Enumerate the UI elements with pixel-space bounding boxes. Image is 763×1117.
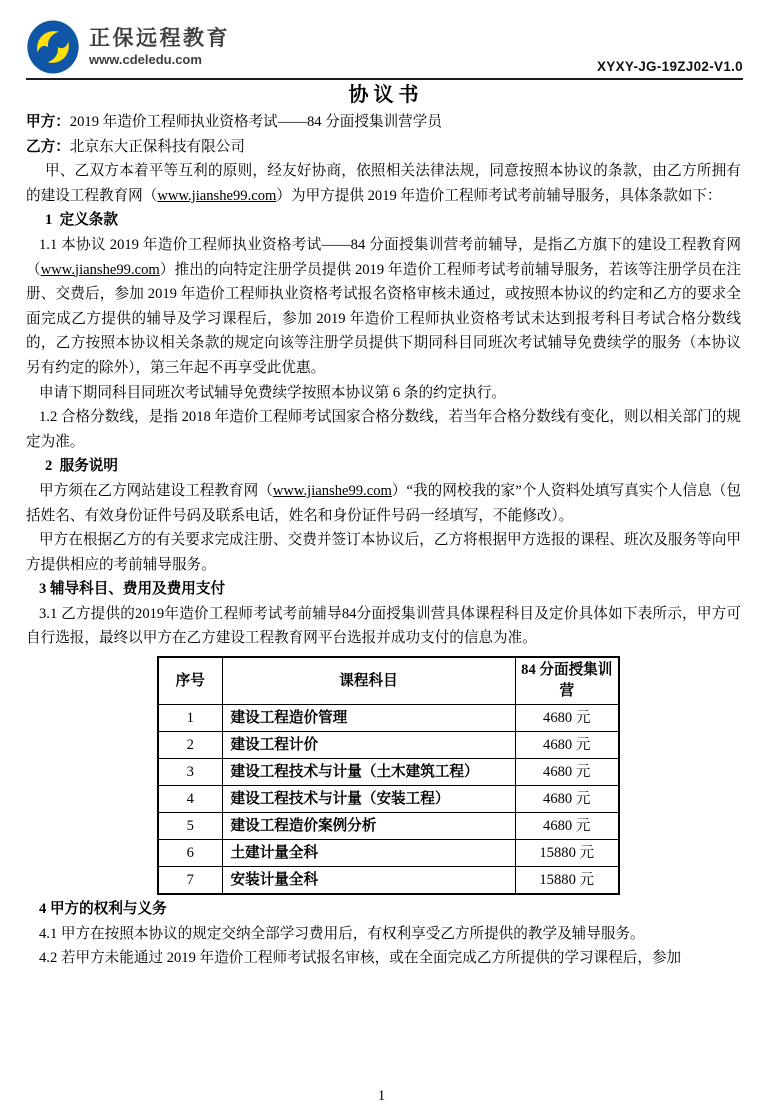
row-no: 4: [158, 786, 222, 813]
jianshe99-link[interactable]: www.jianshe99.com: [40, 261, 160, 278]
brand-logo: [26, 19, 230, 75]
agreement-body: [0, 80, 763, 971]
clause-3-1: 3.1 乙方提供的2019年造价工程师考试考前辅导84分面授集训营具体课程科目及定价具体如下表所示，甲方可自行选报，最终以甲方在乙方建设工程教育网平台选报并成功支付的信息为准。: [26, 605, 741, 647]
table-header-row: [158, 657, 619, 705]
party-a-label: 甲方：: [26, 114, 70, 130]
row-price: 4680 元: [515, 732, 619, 759]
intro-text-before: 甲、乙双方本着平等互利的原则，经友好协商，依照相关法律法规，同意按照本协议的条款，由乙方所拥有的建设工程教育网（: [26, 163, 741, 204]
row-no: 5: [158, 813, 222, 840]
clause-4-1: 4.1 甲方在按照本协议的规定交纳全部学习费用后，有权利享受乙方所提供的教学及辅导服务。: [39, 925, 645, 942]
clause-1-1-text-before: 1.1 本协议 2019 年造价工程师执业资格考试——84 分面授集训营考前辅导，是指乙方旗下的建设工程教育网（: [26, 236, 741, 278]
table-row: [158, 786, 619, 813]
section4-heading: 4 甲方的权利与义务: [39, 901, 167, 918]
jianshe99-link[interactable]: www.jianshe99.com: [272, 482, 392, 499]
row-price: 4680 元: [515, 813, 619, 840]
page-header: [0, 0, 763, 75]
table-header-course: 课程科目: [222, 657, 515, 705]
table-header-no: 序号: [158, 657, 222, 705]
course-price-table: [157, 656, 620, 895]
jianshe99-link[interactable]: www.jianshe99.com: [157, 187, 277, 204]
section1-heading: 1 定义条款: [45, 212, 118, 229]
party-a-line: [26, 110, 741, 135]
clause-1-1: [26, 233, 741, 381]
clause-2-1-text-after: ）“我的网校我的家”个人资料处填写真实个人信息（包括姓名、有效身份证件号码及联系电话，姓名和身份证件号码一经填写，不能修改）。: [26, 482, 741, 524]
section2-heading: 2 服务说明: [45, 458, 118, 475]
table-row: [158, 867, 619, 895]
row-course: 建设工程技术与计量（土木建筑工程）: [222, 759, 515, 786]
intro-text-after: ）为甲方提供 2019 年造价工程师考试考前辅导服务，具体条款如下：: [276, 187, 722, 204]
clause-4-2: 4.2 若甲方未能通过 2019 年造价工程师考试报名审核，或在全面完成乙方所提供的学习课程后，参加: [39, 950, 682, 967]
party-b-label: 乙方：: [26, 138, 70, 155]
row-course: 建设工程计价: [222, 732, 515, 759]
party-b-value: 北京东大正保科技有限公司: [69, 138, 245, 155]
brand-name: 正保远程教育: [89, 27, 230, 50]
party-b-line: [26, 135, 741, 160]
brand-text-block: [89, 26, 230, 68]
swirl-globe-icon: [26, 19, 80, 75]
table-header-price: 84 分面授集训营: [515, 657, 619, 705]
page-number: 1: [377, 1088, 386, 1104]
table-row: [158, 813, 619, 840]
clause-1-1-renewal: 申请下期同科目同班次考试辅导免费续学按照本协议第 6 条的约定执行。: [39, 384, 507, 401]
row-price: 15880 元: [515, 840, 619, 867]
row-price: 15880 元: [515, 867, 619, 895]
table-row: [158, 840, 619, 867]
brand-website: www.cdeledu.com: [89, 52, 202, 67]
row-no: 1: [158, 705, 222, 732]
party-a-value: 2019 年造价工程师执业资格考试——84 分面授集训营学员: [69, 114, 442, 130]
row-course: 建设工程技术与计量（安装工程）: [222, 786, 515, 813]
clause-1-2: 1.2 合格分数线，是指 2018 年造价工程师考试国家合格分数线，若当年合格分数线有变化，则以相关部门的规定为准。: [26, 409, 741, 450]
row-no: 2: [158, 732, 222, 759]
row-course: 建设工程造价案例分析: [222, 813, 515, 840]
clause-2-1: [26, 479, 741, 528]
row-no: 7: [158, 867, 222, 895]
intro-paragraph: [26, 159, 741, 208]
row-price: 4680 元: [515, 705, 619, 732]
clause-2-1-text-before: 甲方须在乙方网站建设工程教育网（: [39, 482, 273, 499]
clause-2-2: 甲方在根据乙方的有关要求完成注册、交费并签订本协议后，乙方将根据甲方选报的课程、班次及服务等向甲方提供相应的考前辅导服务。: [26, 532, 741, 573]
clause-1-1-text-after: ）推出的向特定注册学员提供 2019 年造价工程师考试考前辅导服务，若该等注册学员在注册、交费后，参加 2019 年造价工程师执业资格考试报名资格审核未通过，或按照本协议的约定和乙方的要求全面完成乙方提供的辅导及学习课程后，参加 2019 年造价工程师执业资格考试未达到报考科目考试合格分数线的，乙方按照本协议相关条款的规定向该等注册学员提供下期同科目同班次考试辅导免费续学的服务（本协议另有约定的除外），第三年起不再享受此优惠。: [26, 261, 741, 376]
section3-heading: 3 辅导科目、费用及费用支付: [39, 581, 226, 598]
row-course: 土建计量全科: [222, 840, 515, 867]
page-title: 协 议 书: [348, 84, 419, 106]
row-price: 4680 元: [515, 759, 619, 786]
row-price: 4680 元: [515, 786, 619, 813]
document-code: XYXY-JG-19ZJ02-V1.0: [596, 59, 743, 74]
row-no: 3: [158, 759, 222, 786]
row-no: 6: [158, 840, 222, 867]
table-row: [158, 759, 619, 786]
row-course: 建设工程造价管理: [222, 705, 515, 732]
table-row: [158, 732, 619, 759]
row-course: 安装计量全科: [222, 867, 515, 895]
table-row: [158, 705, 619, 732]
